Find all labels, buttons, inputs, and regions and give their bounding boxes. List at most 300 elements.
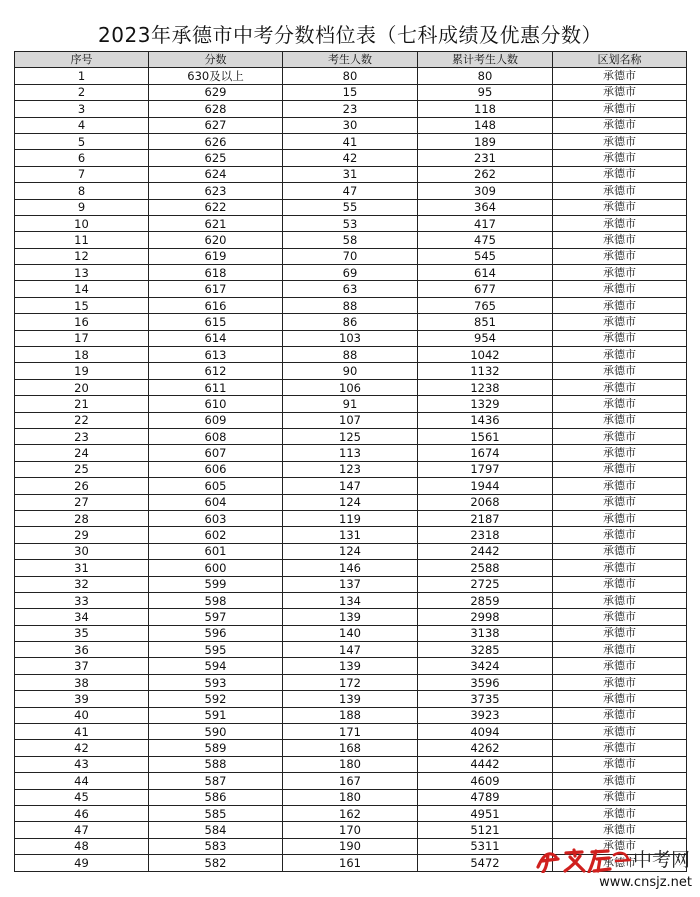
cell-district: 承德市 bbox=[553, 510, 687, 526]
cell-score: 597 bbox=[149, 609, 283, 625]
cell-count: 162 bbox=[283, 805, 418, 821]
cell-count: 147 bbox=[283, 642, 418, 658]
cell-district: 承德市 bbox=[553, 347, 687, 363]
cell-count: 147 bbox=[283, 478, 418, 494]
table-row bbox=[15, 773, 687, 789]
cell-cumulative: 5311 bbox=[418, 838, 553, 854]
cell-count: 188 bbox=[283, 707, 418, 723]
cell-district: 承德市 bbox=[553, 740, 687, 756]
cell-seq: 14 bbox=[15, 281, 149, 297]
cell-seq: 26 bbox=[15, 478, 149, 494]
header-score: 分数 bbox=[149, 52, 283, 68]
cell-cumulative: 3735 bbox=[418, 691, 553, 707]
table-row bbox=[15, 724, 687, 740]
cell-district: 承德市 bbox=[553, 330, 687, 346]
table-row bbox=[15, 625, 687, 641]
cell-cumulative: 2187 bbox=[418, 510, 553, 526]
cell-score: 622 bbox=[149, 199, 283, 215]
cell-district: 承德市 bbox=[553, 822, 687, 838]
cell-seq: 39 bbox=[15, 691, 149, 707]
cell-seq: 46 bbox=[15, 805, 149, 821]
cell-count: 47 bbox=[283, 183, 418, 199]
cell-seq: 15 bbox=[15, 297, 149, 313]
cell-seq: 12 bbox=[15, 248, 149, 264]
cell-seq: 24 bbox=[15, 445, 149, 461]
cell-district: 承德市 bbox=[553, 707, 687, 723]
cell-seq: 31 bbox=[15, 560, 149, 576]
cell-count: 113 bbox=[283, 445, 418, 461]
cell-cumulative: 3596 bbox=[418, 674, 553, 690]
cell-score: 627 bbox=[149, 117, 283, 133]
cell-cumulative: 1797 bbox=[418, 461, 553, 477]
cell-cumulative: 1238 bbox=[418, 379, 553, 395]
table-row bbox=[15, 68, 687, 84]
cell-seq: 18 bbox=[15, 347, 149, 363]
cell-count: 146 bbox=[283, 560, 418, 576]
cell-district: 承德市 bbox=[553, 428, 687, 444]
cell-count: 55 bbox=[283, 199, 418, 215]
cell-district: 承德市 bbox=[553, 363, 687, 379]
cell-count: 139 bbox=[283, 691, 418, 707]
cell-district: 承德市 bbox=[553, 773, 687, 789]
cell-seq: 35 bbox=[15, 625, 149, 641]
cell-score: 621 bbox=[149, 215, 283, 231]
cell-count: 41 bbox=[283, 133, 418, 149]
table-row bbox=[15, 232, 687, 248]
header-seq: 序号 bbox=[15, 52, 149, 68]
cell-district: 承德市 bbox=[553, 101, 687, 117]
cell-count: 31 bbox=[283, 166, 418, 182]
table-row bbox=[15, 756, 687, 772]
cell-count: 134 bbox=[283, 592, 418, 608]
cell-count: 91 bbox=[283, 396, 418, 412]
table-body bbox=[15, 68, 687, 871]
cell-seq: 8 bbox=[15, 183, 149, 199]
cell-score: 612 bbox=[149, 363, 283, 379]
cell-count: 30 bbox=[283, 117, 418, 133]
cell-district: 承德市 bbox=[553, 461, 687, 477]
cell-district: 承德市 bbox=[553, 855, 687, 871]
cell-score: 584 bbox=[149, 822, 283, 838]
cell-seq: 45 bbox=[15, 789, 149, 805]
cell-district: 承德市 bbox=[553, 527, 687, 543]
cell-district: 承德市 bbox=[553, 494, 687, 510]
cell-seq: 37 bbox=[15, 658, 149, 674]
table-row bbox=[15, 527, 687, 543]
cell-count: 90 bbox=[283, 363, 418, 379]
cell-count: 125 bbox=[283, 428, 418, 444]
cell-seq: 42 bbox=[15, 740, 149, 756]
cell-cumulative: 3923 bbox=[418, 707, 553, 723]
cell-seq: 38 bbox=[15, 674, 149, 690]
table-row bbox=[15, 347, 687, 363]
cell-score: 628 bbox=[149, 101, 283, 117]
cell-district: 承德市 bbox=[553, 232, 687, 248]
table-row bbox=[15, 117, 687, 133]
cell-cumulative: 417 bbox=[418, 215, 553, 231]
cell-score: 613 bbox=[149, 347, 283, 363]
cell-district: 承德市 bbox=[553, 117, 687, 133]
cell-score: 589 bbox=[149, 740, 283, 756]
cell-district: 承德市 bbox=[553, 576, 687, 592]
table-row bbox=[15, 166, 687, 182]
cell-seq: 5 bbox=[15, 133, 149, 149]
cell-cumulative: 1436 bbox=[418, 412, 553, 428]
table-row bbox=[15, 330, 687, 346]
cell-score: 587 bbox=[149, 773, 283, 789]
cell-score: 588 bbox=[149, 756, 283, 772]
cell-district: 承德市 bbox=[553, 133, 687, 149]
cell-district: 承德市 bbox=[553, 674, 687, 690]
cell-district: 承德市 bbox=[553, 543, 687, 559]
cell-cumulative: 954 bbox=[418, 330, 553, 346]
page-title: 2023年承德市中考分数档位表（七科成绩及优惠分数） bbox=[98, 23, 602, 47]
cell-cumulative: 4951 bbox=[418, 805, 553, 821]
cell-score: 601 bbox=[149, 543, 283, 559]
cell-score: 585 bbox=[149, 805, 283, 821]
cell-count: 180 bbox=[283, 789, 418, 805]
cell-seq: 16 bbox=[15, 314, 149, 330]
cell-cumulative: 2725 bbox=[418, 576, 553, 592]
table-row bbox=[15, 510, 687, 526]
cell-cumulative: 2588 bbox=[418, 560, 553, 576]
cell-district: 承德市 bbox=[553, 478, 687, 494]
cell-count: 80 bbox=[283, 68, 418, 84]
cell-district: 承德市 bbox=[553, 248, 687, 264]
cell-score: 606 bbox=[149, 461, 283, 477]
cell-district: 承德市 bbox=[553, 658, 687, 674]
cell-cumulative: 4442 bbox=[418, 756, 553, 772]
cell-count: 170 bbox=[283, 822, 418, 838]
cell-seq: 40 bbox=[15, 707, 149, 723]
cell-count: 63 bbox=[283, 281, 418, 297]
cell-cumulative: 3424 bbox=[418, 658, 553, 674]
cell-district: 承德市 bbox=[553, 691, 687, 707]
cell-score: 596 bbox=[149, 625, 283, 641]
cell-count: 190 bbox=[283, 838, 418, 854]
table-row bbox=[15, 707, 687, 723]
table-row bbox=[15, 363, 687, 379]
cell-district: 承德市 bbox=[553, 281, 687, 297]
cell-district: 承德市 bbox=[553, 265, 687, 281]
cell-seq: 41 bbox=[15, 724, 149, 740]
cell-cumulative: 2068 bbox=[418, 494, 553, 510]
cell-count: 139 bbox=[283, 609, 418, 625]
cell-count: 139 bbox=[283, 658, 418, 674]
table-row bbox=[15, 396, 687, 412]
cell-district: 承德市 bbox=[553, 215, 687, 231]
cell-score: 614 bbox=[149, 330, 283, 346]
cell-score: 620 bbox=[149, 232, 283, 248]
table-row bbox=[15, 543, 687, 559]
table-row bbox=[15, 84, 687, 100]
table-row bbox=[15, 740, 687, 756]
cell-district: 承德市 bbox=[553, 789, 687, 805]
cell-seq: 32 bbox=[15, 576, 149, 592]
table-row bbox=[15, 560, 687, 576]
cell-district: 承德市 bbox=[553, 379, 687, 395]
cell-seq: 21 bbox=[15, 396, 149, 412]
cell-count: 124 bbox=[283, 543, 418, 559]
cell-cumulative: 4609 bbox=[418, 773, 553, 789]
cell-cumulative: 677 bbox=[418, 281, 553, 297]
cell-score: 629 bbox=[149, 84, 283, 100]
cell-score: 594 bbox=[149, 658, 283, 674]
cell-cumulative: 4094 bbox=[418, 724, 553, 740]
table-row bbox=[15, 265, 687, 281]
cell-district: 承德市 bbox=[553, 84, 687, 100]
table-row bbox=[15, 445, 687, 461]
cell-district: 承德市 bbox=[553, 609, 687, 625]
cell-district: 承德市 bbox=[553, 396, 687, 412]
cell-score: 630及以上 bbox=[149, 68, 283, 84]
cell-cumulative: 118 bbox=[418, 101, 553, 117]
cell-score: 591 bbox=[149, 707, 283, 723]
cell-cumulative: 364 bbox=[418, 199, 553, 215]
header-district: 区划名称 bbox=[553, 52, 687, 68]
table-row bbox=[15, 691, 687, 707]
cell-score: 626 bbox=[149, 133, 283, 149]
cell-count: 106 bbox=[283, 379, 418, 395]
cell-score: 610 bbox=[149, 396, 283, 412]
cell-seq: 7 bbox=[15, 166, 149, 182]
cell-cumulative: 3285 bbox=[418, 642, 553, 658]
cell-seq: 47 bbox=[15, 822, 149, 838]
cell-cumulative: 95 bbox=[418, 84, 553, 100]
cell-count: 172 bbox=[283, 674, 418, 690]
cell-district: 承德市 bbox=[553, 150, 687, 166]
cell-score: 590 bbox=[149, 724, 283, 740]
table-row bbox=[15, 805, 687, 821]
cell-seq: 49 bbox=[15, 855, 149, 871]
cell-cumulative: 1944 bbox=[418, 478, 553, 494]
cell-count: 124 bbox=[283, 494, 418, 510]
table-row bbox=[15, 133, 687, 149]
cell-seq: 28 bbox=[15, 510, 149, 526]
cell-score: 605 bbox=[149, 478, 283, 494]
cell-cumulative: 262 bbox=[418, 166, 553, 182]
cell-score: 609 bbox=[149, 412, 283, 428]
cell-count: 58 bbox=[283, 232, 418, 248]
cell-count: 53 bbox=[283, 215, 418, 231]
cell-cumulative: 5121 bbox=[418, 822, 553, 838]
cell-score: 586 bbox=[149, 789, 283, 805]
cell-cumulative: 2998 bbox=[418, 609, 553, 625]
table-row bbox=[15, 642, 687, 658]
cell-district: 承德市 bbox=[553, 183, 687, 199]
table-row bbox=[15, 199, 687, 215]
cell-score: 593 bbox=[149, 674, 283, 690]
cell-score: 615 bbox=[149, 314, 283, 330]
header-count: 考生人数 bbox=[283, 52, 418, 68]
cell-score: 619 bbox=[149, 248, 283, 264]
cell-count: 123 bbox=[283, 461, 418, 477]
cell-seq: 13 bbox=[15, 265, 149, 281]
cell-cumulative: 1132 bbox=[418, 363, 553, 379]
table-row bbox=[15, 150, 687, 166]
cell-district: 承德市 bbox=[553, 412, 687, 428]
cell-count: 168 bbox=[283, 740, 418, 756]
cell-seq: 33 bbox=[15, 592, 149, 608]
cell-seq: 48 bbox=[15, 838, 149, 854]
cell-score: 602 bbox=[149, 527, 283, 543]
cell-score: 592 bbox=[149, 691, 283, 707]
cell-count: 23 bbox=[283, 101, 418, 117]
table-row bbox=[15, 461, 687, 477]
cell-seq: 6 bbox=[15, 150, 149, 166]
cell-district: 承德市 bbox=[553, 199, 687, 215]
cell-district: 承德市 bbox=[553, 297, 687, 313]
cell-district: 承德市 bbox=[553, 724, 687, 740]
cell-seq: 34 bbox=[15, 609, 149, 625]
cell-cumulative: 2859 bbox=[418, 592, 553, 608]
cell-count: 88 bbox=[283, 347, 418, 363]
cell-score: 608 bbox=[149, 428, 283, 444]
cell-district: 承德市 bbox=[553, 756, 687, 772]
cell-count: 131 bbox=[283, 527, 418, 543]
cell-score: 617 bbox=[149, 281, 283, 297]
cell-cumulative: 1042 bbox=[418, 347, 553, 363]
watermark-url: www.cnsjz.net bbox=[599, 875, 692, 890]
cell-count: 167 bbox=[283, 773, 418, 789]
cell-score: 598 bbox=[149, 592, 283, 608]
cell-count: 70 bbox=[283, 248, 418, 264]
cell-seq: 19 bbox=[15, 363, 149, 379]
table-row bbox=[15, 183, 687, 199]
table-row bbox=[15, 592, 687, 608]
cell-score: 625 bbox=[149, 150, 283, 166]
cell-district: 承德市 bbox=[553, 805, 687, 821]
cell-score: 603 bbox=[149, 510, 283, 526]
cell-cumulative: 475 bbox=[418, 232, 553, 248]
cell-cumulative: 189 bbox=[418, 133, 553, 149]
cell-district: 承德市 bbox=[553, 560, 687, 576]
table-row bbox=[15, 248, 687, 264]
cell-seq: 4 bbox=[15, 117, 149, 133]
table-row bbox=[15, 428, 687, 444]
cell-district: 承德市 bbox=[553, 838, 687, 854]
header-cumulative: 累计考生人数 bbox=[418, 52, 553, 68]
table-row bbox=[15, 478, 687, 494]
cell-seq: 30 bbox=[15, 543, 149, 559]
table-row bbox=[15, 412, 687, 428]
cell-cumulative: 148 bbox=[418, 117, 553, 133]
cell-cumulative: 1329 bbox=[418, 396, 553, 412]
cell-seq: 27 bbox=[15, 494, 149, 510]
cell-score: 607 bbox=[149, 445, 283, 461]
cell-cumulative: 80 bbox=[418, 68, 553, 84]
cell-cumulative: 1674 bbox=[418, 445, 553, 461]
cell-cumulative: 2442 bbox=[418, 543, 553, 559]
table-row bbox=[15, 297, 687, 313]
cell-district: 承德市 bbox=[553, 314, 687, 330]
cell-district: 承德市 bbox=[553, 166, 687, 182]
table-row bbox=[15, 789, 687, 805]
cell-cumulative: 309 bbox=[418, 183, 553, 199]
cell-cumulative: 3138 bbox=[418, 625, 553, 641]
cell-seq: 9 bbox=[15, 199, 149, 215]
cell-count: 180 bbox=[283, 756, 418, 772]
score-table bbox=[14, 51, 687, 872]
table-row bbox=[15, 314, 687, 330]
cell-count: 86 bbox=[283, 314, 418, 330]
table-row bbox=[15, 609, 687, 625]
cell-count: 137 bbox=[283, 576, 418, 592]
cell-score: 623 bbox=[149, 183, 283, 199]
cell-seq: 22 bbox=[15, 412, 149, 428]
watermark-site-name: 中考网 bbox=[632, 849, 690, 871]
cell-count: 88 bbox=[283, 297, 418, 313]
cell-cumulative: 231 bbox=[418, 150, 553, 166]
cell-district: 承德市 bbox=[553, 642, 687, 658]
cell-district: 承德市 bbox=[553, 625, 687, 641]
cell-score: 595 bbox=[149, 642, 283, 658]
cell-seq: 1 bbox=[15, 68, 149, 84]
cell-seq: 3 bbox=[15, 101, 149, 117]
cell-score: 616 bbox=[149, 297, 283, 313]
cell-score: 604 bbox=[149, 494, 283, 510]
cell-seq: 2 bbox=[15, 84, 149, 100]
cell-seq: 44 bbox=[15, 773, 149, 789]
cell-seq: 23 bbox=[15, 428, 149, 444]
cell-seq: 25 bbox=[15, 461, 149, 477]
cell-score: 583 bbox=[149, 838, 283, 854]
table-row bbox=[15, 494, 687, 510]
cell-seq: 17 bbox=[15, 330, 149, 346]
cell-seq: 20 bbox=[15, 379, 149, 395]
cell-seq: 11 bbox=[15, 232, 149, 248]
cell-score: 618 bbox=[149, 265, 283, 281]
cell-cumulative: 614 bbox=[418, 265, 553, 281]
cell-cumulative: 5472 bbox=[418, 855, 553, 871]
cell-cumulative: 765 bbox=[418, 297, 553, 313]
cell-district: 承德市 bbox=[553, 445, 687, 461]
cell-district: 承德市 bbox=[553, 592, 687, 608]
cell-score: 599 bbox=[149, 576, 283, 592]
cell-count: 15 bbox=[283, 84, 418, 100]
cell-cumulative: 545 bbox=[418, 248, 553, 264]
cell-count: 161 bbox=[283, 855, 418, 871]
cell-seq: 29 bbox=[15, 527, 149, 543]
cell-cumulative: 1561 bbox=[418, 428, 553, 444]
cell-score: 600 bbox=[149, 560, 283, 576]
cell-count: 119 bbox=[283, 510, 418, 526]
cell-district: 承德市 bbox=[553, 68, 687, 84]
cell-count: 69 bbox=[283, 265, 418, 281]
table-row bbox=[15, 576, 687, 592]
cell-score: 611 bbox=[149, 379, 283, 395]
cell-seq: 43 bbox=[15, 756, 149, 772]
cell-seq: 36 bbox=[15, 642, 149, 658]
site-watermark bbox=[534, 845, 694, 891]
cell-seq: 10 bbox=[15, 215, 149, 231]
cell-cumulative: 2318 bbox=[418, 527, 553, 543]
table-row bbox=[15, 215, 687, 231]
cell-cumulative: 4262 bbox=[418, 740, 553, 756]
cell-score: 624 bbox=[149, 166, 283, 182]
cell-cumulative: 4789 bbox=[418, 789, 553, 805]
table-header-row bbox=[15, 52, 687, 68]
cell-count: 42 bbox=[283, 150, 418, 166]
cell-cumulative: 851 bbox=[418, 314, 553, 330]
table-row bbox=[15, 674, 687, 690]
cell-count: 103 bbox=[283, 330, 418, 346]
cell-count: 140 bbox=[283, 625, 418, 641]
table-row bbox=[15, 281, 687, 297]
cell-score: 582 bbox=[149, 855, 283, 871]
calligraphy-logo bbox=[534, 847, 632, 873]
table-row bbox=[15, 101, 687, 117]
